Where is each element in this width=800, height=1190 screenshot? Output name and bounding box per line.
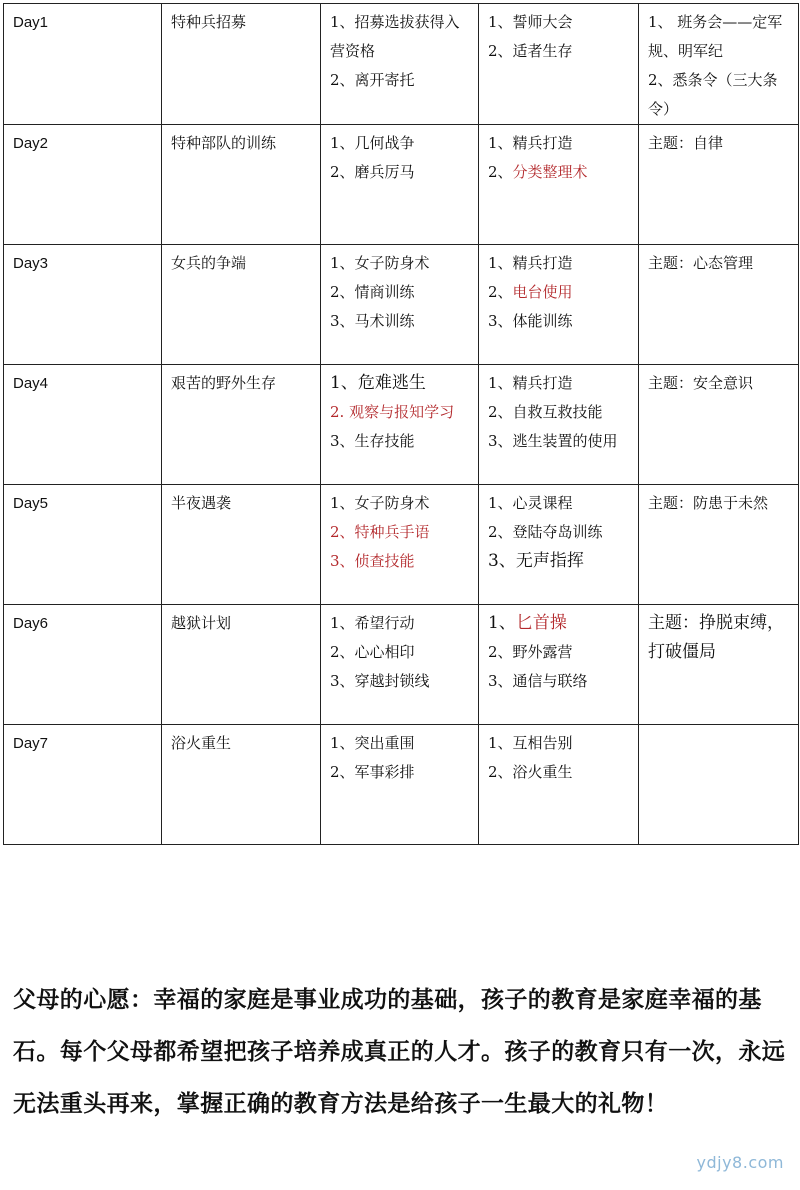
day-theme: 越狱计划: [162, 605, 321, 725]
activity-item: [488, 158, 629, 187]
activity-item: [488, 427, 629, 456]
schedule-row: [4, 605, 799, 725]
activity-text: 2、悉条令（三大条令）: [648, 71, 778, 118]
activity-cell-col2: [479, 4, 639, 125]
highlighted-activity-text: 电台使用: [512, 283, 573, 301]
activity-text: 主题：防患于未然: [648, 494, 769, 512]
activity-text: 1、女子防身术: [330, 494, 430, 512]
activity-item: [330, 8, 469, 66]
activity-text: 3、无声指挥: [488, 551, 584, 571]
schedule-table: [3, 3, 799, 845]
highlighted-activity-text: 分类整理术: [512, 163, 588, 181]
activity-item: [330, 129, 469, 158]
activity-item: [648, 129, 789, 158]
activity-cell-col1: [321, 725, 479, 845]
activity-item: [488, 518, 629, 547]
activity-text: 1、誓师大会: [488, 13, 573, 31]
activity-item: [330, 66, 469, 95]
schedule-row: [4, 485, 799, 605]
activity-item: [488, 307, 629, 336]
activity-text: 1、希望行动: [330, 614, 415, 632]
activity-text: 3、生存技能: [330, 432, 415, 450]
activity-text: 主题：挣脱束缚，打破僵局: [648, 613, 784, 662]
activity-text: 3、体能训练: [488, 312, 573, 330]
activity-item: [648, 609, 789, 667]
day-theme: 半夜遇袭: [162, 485, 321, 605]
activity-cell-col2: [479, 245, 639, 365]
day-label: Day5: [4, 485, 162, 605]
day-label: Day2: [4, 125, 162, 245]
activity-text: 2、登陆夺岛训练: [488, 523, 603, 541]
activity-text: 2、浴火重生: [488, 763, 573, 781]
activity-cell-col1: [321, 245, 479, 365]
activity-text: 3、穿越封锁线: [330, 672, 430, 690]
highlighted-activity-text: 匕首操: [515, 613, 567, 633]
activity-text: 1、 班务会——定军规、明军纪: [648, 13, 783, 60]
activity-item: [488, 369, 629, 398]
activity-cell-col3: [639, 725, 799, 845]
schedule-row: [4, 725, 799, 845]
activity-cell-col1: [321, 485, 479, 605]
activity-item: [488, 667, 629, 696]
activity-cell-col3: [639, 365, 799, 485]
activity-item: [330, 758, 469, 787]
activity-text: 3、逃生装置的使用: [488, 432, 618, 450]
activity-item: [330, 609, 469, 638]
watermark: ydjy8.com: [696, 1153, 784, 1172]
day-theme: 艰苦的野外生存: [162, 365, 321, 485]
activity-item: [488, 278, 629, 307]
activity-text: 2、离开寄托: [330, 71, 415, 89]
activity-text: 2、自救互救技能: [488, 403, 603, 421]
activity-item: [648, 249, 789, 278]
activity-item: [488, 398, 629, 427]
activity-cell-col1: [321, 125, 479, 245]
activity-item: [648, 489, 789, 518]
schedule-row: [4, 365, 799, 485]
activity-text: 1、精兵打造: [488, 374, 573, 392]
activity-item: [330, 518, 469, 547]
day-theme: 特种兵招募: [162, 4, 321, 125]
activity-item: [330, 638, 469, 667]
activity-text: 1、女子防身术: [330, 254, 430, 272]
activity-text: 1、精兵打造: [488, 254, 573, 272]
activity-cell-col2: [479, 125, 639, 245]
activity-item: [330, 158, 469, 187]
activity-cell-col2: [479, 485, 639, 605]
schedule-row: [4, 125, 799, 245]
activity-text: 1、互相告别: [488, 734, 573, 752]
activity-text: 3、通信与联络: [488, 672, 588, 690]
activity-item: [330, 398, 469, 427]
activity-cell-col3: [639, 125, 799, 245]
activity-text: 2、: [488, 283, 513, 301]
activity-item: [648, 369, 789, 398]
day-label: Day4: [4, 365, 162, 485]
activity-text: 1、: [488, 613, 516, 633]
day-theme: 女兵的争端: [162, 245, 321, 365]
activity-item: [488, 547, 629, 576]
activity-cell-col1: [321, 4, 479, 125]
day-label: Day1: [4, 4, 162, 125]
activity-item: [488, 37, 629, 66]
activity-item: [488, 638, 629, 667]
activity-item: [330, 667, 469, 696]
activity-item: [488, 249, 629, 278]
activity-text: 主题：安全意识: [648, 374, 754, 392]
activity-item: [488, 8, 629, 37]
activity-cell-col1: [321, 365, 479, 485]
activity-text: 主题：自律: [648, 134, 724, 152]
activity-text: 1、突出重围: [330, 734, 415, 752]
schedule-row: [4, 245, 799, 365]
activity-item: [330, 427, 469, 456]
highlighted-activity-text: 2、特种兵手语: [330, 523, 430, 541]
activity-item: [330, 489, 469, 518]
activity-text: 主题：心态管理: [648, 254, 754, 272]
parents-wish-paragraph: 父母的心愿：幸福的家庭是事业成功的基础，孩子的教育是家庭幸福的基石。每个父母都希望把孩子培养成真正的人才。孩子的教育只有一次，永远无法重头再来，掌握正确的教育方法是给孩子一生最大的礼物！: [13, 987, 786, 1117]
activity-item: [330, 369, 469, 398]
activity-item: [488, 609, 629, 638]
activity-text: 3、马术训练: [330, 312, 415, 330]
activity-item: [488, 758, 629, 787]
activity-text: 2、磨兵厉马: [330, 163, 415, 181]
activity-item: [330, 547, 469, 576]
activity-text: 2、心心相印: [330, 643, 415, 661]
schedule-row: [4, 4, 799, 125]
schedule-body: [4, 4, 799, 845]
day-label: Day3: [4, 245, 162, 365]
activity-item: [330, 249, 469, 278]
activity-text: 1、几何战争: [330, 134, 415, 152]
activity-cell-col1: [321, 605, 479, 725]
activity-cell-col3: [639, 4, 799, 125]
activity-text: 1、精兵打造: [488, 134, 573, 152]
activity-cell-col2: [479, 365, 639, 485]
day-theme: 特种部队的训练: [162, 125, 321, 245]
activity-text: 2、野外露营: [488, 643, 573, 661]
activity-text: 2、: [488, 163, 513, 181]
activity-cell-col2: [479, 725, 639, 845]
activity-item: [330, 729, 469, 758]
day-label: Day7: [4, 725, 162, 845]
activity-item: [330, 307, 469, 336]
activity-text: 1、招募选拔获得入营资格: [330, 13, 460, 60]
activity-text: 1、危难逃生: [330, 373, 426, 393]
activity-item: [330, 278, 469, 307]
activity-cell-col3: [639, 245, 799, 365]
activity-cell-col2: [479, 605, 639, 725]
activity-item: [488, 729, 629, 758]
day-label: Day6: [4, 605, 162, 725]
highlighted-activity-text: 3、侦查技能: [330, 552, 415, 570]
highlighted-activity-text: 2. 观察与报知学习: [330, 403, 455, 421]
activity-item: [488, 489, 629, 518]
activity-text: 2、适者生存: [488, 42, 573, 60]
activity-text: 1、心灵课程: [488, 494, 573, 512]
activity-item: [488, 129, 629, 158]
day-theme: 浴火重生: [162, 725, 321, 845]
activity-cell-col3: [639, 485, 799, 605]
activity-text: 2、军事彩排: [330, 763, 415, 781]
activity-item: [648, 8, 789, 66]
activity-text: 2、情商训练: [330, 283, 415, 301]
activity-cell-col3: [639, 605, 799, 725]
activity-item: [648, 66, 789, 124]
